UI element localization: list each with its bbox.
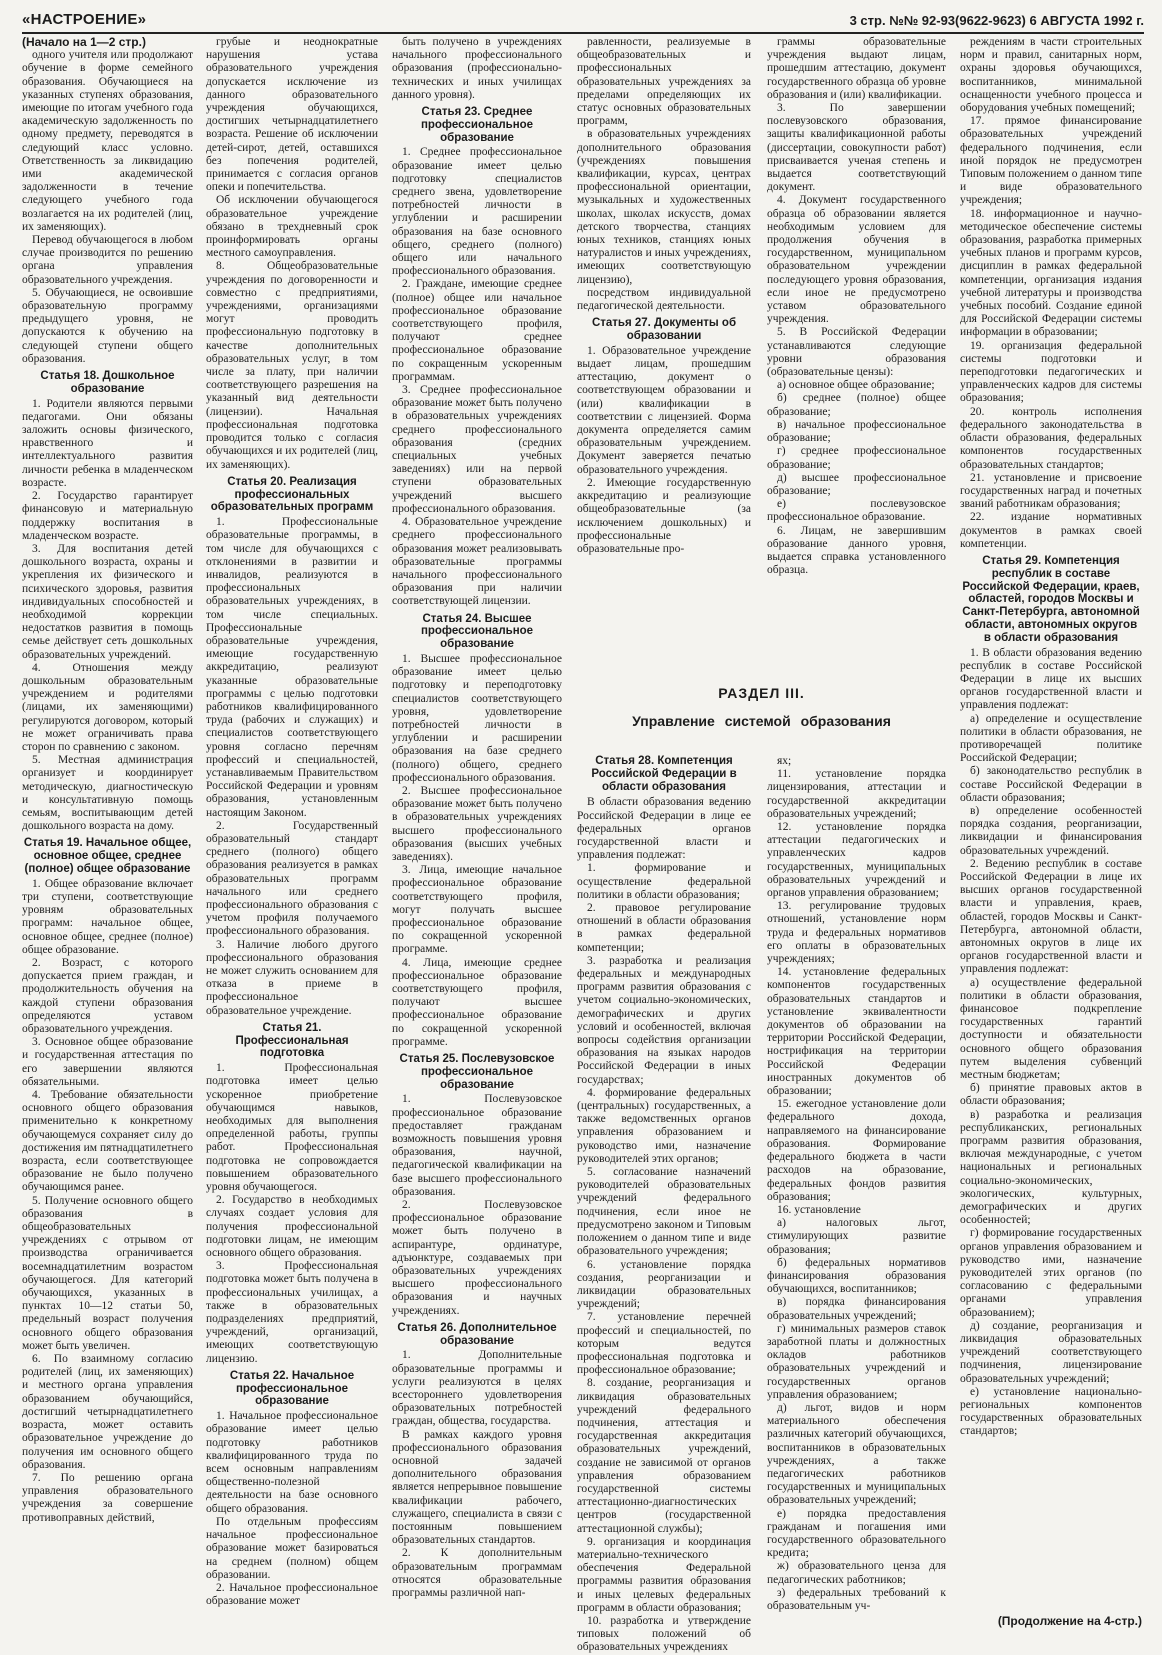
paragraph: быть получено в учреждениях начального профессионального образования (профессионально-технических и иных училищах данного уровня). (392, 36, 562, 101)
paragraph: 2. Государство в необходимых случаях создает условия для получения профессиональной подготовки лицам, не имеющим основного общего образования. (206, 1194, 378, 1260)
paragraph: 19. организация федеральной системы подготовки и переподготовки педагогических и управленческих кадров для системы образования; (960, 339, 1142, 405)
column-4-lower (577, 755, 751, 1654)
paragraph: в) определение особенностей порядка создания, реорганизации, ликвидации и финансирования образовательных учреждений. (960, 804, 1142, 857)
paragraph: 2. Государство гарантирует финансовую и материальную поддержку воспитания в младенческом возрасте. (22, 490, 193, 542)
paragraph: В рамках каждого уровня профессионального образования основной задачей дополнительного образования является непрерывное повышение квалификации рабочего, служащего, специалиста в связи с постоянным повышением образовательных стандартов. (392, 1428, 562, 1547)
paragraph: 1. Общее образование включает три ступени, соответствующие уровням образовательных программ: начальное общее, основное общее, среднее (полное) общее образование. (22, 877, 193, 956)
article-heading: Статья 28. Компетенция Российской Федерации в области образования (591, 755, 737, 793)
column-5-lower (767, 755, 946, 1634)
paragraph: г) среднее профессиональное образование; (767, 445, 946, 471)
paragraph: 12. установление порядка аттестации педагогических и управленческих кадров государственных, муниципальных образовательных учреждений и органов управления образованием; (767, 821, 946, 900)
paragraph: 5. согласование назначений руководителей образовательных учреждений федерального подчинения, если иное не предусмотрено законом и Типовым положением о данном типе и виде образовательного учреждения; (577, 1166, 751, 1258)
paragraph: б) федеральных нормативов финансирования образования обучающихся, воспитанников; (767, 1256, 946, 1296)
column-5-text (767, 36, 946, 668)
paragraph: 4. Требование обязательности основного общего образования применительно к конкретному обучающемуся сохраняет силу до достижения им пятнадцатилетнего возраста, если соответствующее образование не было получено обучающимся ранее. (22, 1089, 193, 1194)
paragraph: д) льгот, видов и норм материального обеспечения различных категорий обучающихся, воспитанников в образовательных учреждениях, а также педагогических работников государственных и муниципальных образовательных учреждений; (767, 1401, 946, 1507)
paragraph: 6. установление порядка создания, реорганизации и ликвидации образовательных учреждений; (577, 1258, 751, 1311)
paragraph: 9. организация и координация материально-технического обеспечения Федеральной программы развития образования и иных целевых федеральных программ в области образования; (577, 1535, 751, 1614)
section-title: РАЗДЕЛ III. (718, 685, 805, 701)
paragraph: 15. ежегодное установление доли федерального дохода, направляемого на финансирование образования. Формирование федерального бюджета в части расходов на образование, федеральных фондов развития образования; (767, 1098, 946, 1203)
paragraph: 5. Обучающиеся, не освоившие образовательную программу предыдущего уровня, не допускаются к обучению на следующей ступени общего образования. (22, 286, 193, 365)
continued-from: (Начало на 1—2 стр.) (22, 35, 146, 49)
column-1 (22, 36, 193, 1634)
paragraph: б) законодательство республик в составе Российской Федерации в области образования; (960, 765, 1142, 804)
column-1-text (22, 49, 193, 1525)
paragraph: 7. По решению органа управления образовательного учреждения за совершение противоправных действий, (22, 1471, 193, 1524)
paragraph: 1. Послевузовское профессиональное образование предоставляет гражданам возможность повышения уровня образования, научной, педагогической квалификации на базе высшего профессионального образования. (392, 1093, 562, 1198)
paragraph: 4. Отношения между дошкольным образовательным учреждением и родителями (лицами, их заменяющими) регулируются договором, который не может ограничивать права сторон по сравнению с законом. (22, 661, 193, 753)
article-heading: Статья 22. Начальное профессиональное образование (229, 1369, 355, 1408)
paragraph: в) начальное профессиональное образование; (767, 418, 946, 445)
paragraph: равленности, реализуемые в общеобразовательных и профессиональных образовательных учреждениях за пределами определяющих их статус основных образовательных программ, (577, 36, 751, 128)
paragraph: 3. По завершении послевузовского образования, защиты квалификационной работы (диссертации, совокупности работ) присваивается ученая степень и выдается соответствующий документ. (767, 102, 946, 194)
paragraph: 3. Наличие любого другого профессионального образования не может служить основанием для отказа в приеме в профессиональное образовательное учреждение. (206, 938, 378, 1017)
paragraph: Перевод обучающегося в любом случае производится по решению органа управления образовательного учреждения. (22, 234, 193, 286)
column-6 (960, 36, 1142, 1634)
masthead (22, 6, 1144, 34)
paragraph: 2. Государственный образовательный стандарт среднего (полного) общего образования реализуется в рамках образовательных программ начального или среднего профессионального образования с учетом профиля получаемого профессионального образования. (206, 819, 378, 938)
paragraph: граммы образовательные учреждения выдают лицам, прошедшим аттестацию, документ государственного образца об уровне образования и (или) квалификации. (767, 36, 946, 101)
paragraph: в) порядка финансирования образовательных учреждений; (767, 1296, 946, 1322)
paragraph: одного учителя или продолжают обучение в форме семейного образования. Обучающиеся на указанных ступенях образования, имеющие по итогам учебного года академическую задолженность по одному предмету, переводятся в следующий класс условно. Ответственность за ликвидацию ими академической задолженности в течение следующего учебного года возлагается на их родителей (лиц, их заменяющих). (22, 49, 193, 233)
paragraph: 1. Высшее профессиональное образование имеет целью подготовку и переподготовку специалистов соответствующего уровня, удовлетворение потребностей личности в углублении и расширении образования на базе среднего (полного) общего, среднего профессионального образования. (392, 652, 562, 784)
article-heading: Статья 18. Дошкольное образование (40, 370, 175, 395)
paragraph: 3. Профессиональная подготовка может быть получена в профессиональных училищах, а также в образовательных подразделениях предприятий, учреждений, организаций, имеющих соответствующую лицензию. (206, 1260, 378, 1365)
paragraph: 17. прямое финансирование образовательных учреждений федерального подчинения, если иной порядок не предусмотрен Типовым положением о данном типе и виде образовательного учреждения; (960, 115, 1142, 207)
paragraph: 1. Родители являются первыми педагогами. Они обязаны заложить основы физического, нравственного и интеллектуального развития личности ребенка в младенческом возрасте. (22, 397, 193, 489)
paragraph: 1. формирование и осуществление федеральной политики в области образования; (577, 862, 751, 901)
paragraph: 2. Граждане, имеющие среднее (полное) общее или начальное профессиональное образование соответствующего профиля, получают среднее профессиональное образование по сокращенным ускоренным программам. (392, 278, 562, 383)
paragraph: 11. установление порядка лицензирования, аттестации и государственной аккредитации образовательных учреждений; (767, 768, 946, 820)
paragraph: 10. разработка и утверждение типовых положений об образовательных учреждениях (577, 1614, 751, 1654)
column-4-text (577, 36, 751, 668)
paragraph: а) основное общее образование; (777, 379, 935, 392)
article-heading: Статья 29. Компетенция республик в составе Российской Федерации, краев, областей, городов Москвы и Санкт-Петербурга, автономной области, автономных округов в области образования (962, 554, 1140, 644)
paragraph: 2. Имеющие государственную аккредитацию и реализующие общеобразовательные (за исключением дошкольных) и профессиональные образовательные про- (577, 476, 751, 555)
paragraph: а) осуществление федеральной политики в области образования, финансовое подкрепление государственных гарантий доступности и обязательности основного общего образования путем выделения субвенций местным бюджетам; (960, 976, 1142, 1081)
paragraph: 5. Местная администрация организует и координирует методическую, диагностическую и консультативную помощь семьям, воспитывающим детей дошкольного возраста на дому. (22, 754, 193, 833)
paragraph: д) создание, реорганизация и ликвидация образовательных учреждений соответствующего подчинения, лицензирование образовательных учреждений; (960, 1319, 1142, 1385)
paragraph: б) среднее (полное) общее образование; (767, 392, 946, 418)
paragraph: 2. правовое регулирование отношений в области образования в рамках федеральной компетенции; (577, 902, 751, 954)
paragraph: 21. установление и присвоение государственных наград и почетных званий работникам образования; (960, 471, 1142, 511)
paragraph: а) определение и осуществление политики в области образования, не противоречащей политике Российской Федерации; (960, 712, 1142, 765)
paragraph: 8. создание, реорганизация и ликвидация образовательных учреждений федерального подчинения, аттестация и государственная аккредитация образовательных учреждений, создание не зависимой от органов управления образованием государственной системы аттестационно-диагностических центров (государственной аттестационной службы); (577, 1377, 751, 1535)
continued-to: (Продолжение на 4-стр.) (997, 1614, 1142, 1628)
paragraph: 2. Возраст, с которого допускается прием граждан, и продолжительность обучения на каждой ступени образования определяются уставом образовательного учреждения. (22, 956, 193, 1035)
paragraph: 4. Образовательное учреждение среднего профессионального образования может реализовывать образовательные программы начального профессионального образования при наличии соответствующей лицензии. (392, 516, 562, 608)
paragraph: 3. разработка и реализация федеральных и международных программ развития образования с учетом социально-экономических, демографических и других условий и особенностей, включая вопросы содействия организации образования на языках народов Российской Федерации в иных государствах; (577, 954, 751, 1086)
column-6-text (960, 36, 1142, 1602)
paragraph: з) федеральных требований к образовательным уч- (767, 1586, 946, 1612)
paragraph: в образовательных учреждениях дополнительного образования (учреждениях повышения квалификации, курсах, центрах профессиональной ориентации, музыкальных и художественных школах, школах искусств, домах детского творчества, станциях юных техников, станциях юных натуралистов и иных учреждениях, имеющих соответствующую лицензию), (577, 128, 751, 286)
article-heading: Статья 21. Профессиональная подготовка (235, 1021, 349, 1060)
section-subtitle: Управление системой образования (632, 713, 891, 729)
paragraph: 4. Лица, имеющие среднее профессиональное образование соответствующего профиля, получают высшее профессиональное образование по сокращенной ускоренной программе. (392, 956, 562, 1048)
paragraph: грубые и неоднократные нарушения устава образовательного учреждения допускается исключение из данного образовательного учреждения обучающихся, достигших четырнадцатилетнего возраста. Решение об исключении детей-сирот, детей, оставшихся без попечения родителей, принимается с согласия органов опеки и попечительства. (206, 36, 378, 194)
paragraph: е) порядка предоставления гражданам и погашения ими государственного образовательного кредита; (767, 1507, 946, 1560)
paragraph: посредством индивидуальной педагогической деятельности. (577, 286, 751, 313)
paragraph: 3. Лица, имеющие начальное профессиональное образование соответствующего профиля, могут получать высшее профессиональное образование по сокращенной ускоренной программе. (392, 864, 562, 956)
paragraph: 1. Среднее профессиональное образование имеет целью подготовку специалистов среднего звена, удовлетворение потребностей личности в углублении и расширении образования на базе основного общего, среднего (полного) общего или начального профессионального образования. (392, 146, 562, 278)
article-heading: Статья 23. Среднее профессиональное образование (420, 106, 534, 144)
article-heading: Статья 27. Документы об образовании (591, 317, 737, 343)
paragraph: 22. издание нормативных документов в рамках своей компетенции. (960, 511, 1142, 550)
paragraph: ях; (777, 755, 792, 767)
paragraph: 8. Общеобразовательные учреждения по договоренности и совместно с предприятиями, учреждениями, организациями могут проводить профессиональную подготовку в качестве дополнительных образовательных услуг, в том числе за плату, при наличии соответствующего разрешения на указанный вид деятельности (лицензии). Начальная профессиональная подготовка проводится только с согласия обучающихся и их родителей (лиц, их заменяющих). (206, 260, 378, 471)
paragraph: По отдельным профессиям начальное профессиональное образование может базироваться на среднем (полном) общем образовании. (206, 1515, 378, 1581)
paragraph: б) принятие правовых актов в области образования; (960, 1082, 1142, 1108)
paragraph: а) налоговых льгот, стимулирующих развитие образования; (767, 1217, 946, 1256)
paragraph: 4. Документ государственного образца об образовании является необходимым условием для продолжения обучения в государственном, муниципальном образовательном учреждении последующего уровня образования, если иное не предусмотрено уставом образовательного учреждения. (767, 194, 946, 326)
column-2-text (206, 36, 378, 1608)
paragraph: 18. информационное и научно-методическое обеспечение системы образования, разработка примерных учебных планов и программ курсов, дисциплин в рамках федеральной компетенции, организация издания учебной литературы и производства учебных пособий. Создание единой для Российской Федерации системы информации в образовании; (960, 207, 1142, 339)
column-3-text (392, 36, 562, 1600)
newspaper-name: «НАСТРОЕНИЕ» (22, 11, 147, 28)
paragraph: 2. Начальное профессиональное образование может (206, 1581, 378, 1608)
paragraph: 3. Основное общее образование и государственная аттестация по его завершении являются обязательными. (22, 1036, 193, 1088)
article-heading: Статья 20. Реализация профессиональных образовательных программ (210, 475, 374, 514)
paragraph: д) высшее профессиональное образование; (767, 471, 946, 497)
paragraph: реждениям в части строительных норм и правил, санитарных норм, охраны здоровья обучающихся, воспитанников, минимальной оснащенности учебного процесса и оборудования учебных помещений; (960, 36, 1142, 115)
paragraph: В области образования ведению Российской Федерации в лице ее федеральных органов государственной власти и управления подлежат: (577, 796, 751, 862)
paragraph: 2. Высшее профессиональное образование может быть получено в образовательных учреждениях высшего профессионального образования (высших учебных заведениях). (392, 784, 562, 863)
paragraph: 1. Образовательное учреждение выдает лицам, прошедшим аттестацию, документ о соответствующем образовании и (или) квалификации в соответствии с лицензией. Форма документа определяется самим образовательным учреждением. Документ заверяется печатью образовательного учреждения. (577, 344, 751, 476)
paragraph: 6. По взаимному согласию родителей (лиц, их заменяющих) и местного органа управления образованием обучающийся, достигший четырнадцатилетнего возраста, может оставить образовательное учреждение до получения им основного общего образования. (22, 1353, 193, 1471)
paragraph: 13. регулирование трудовых отношений, установление норм труда и федеральных нормативов его оплаты в образовательных учреждениях; (767, 900, 946, 966)
paragraph: 1. Дополнительные образовательные программы и услуги реализуются в целях всестороннего удовлетворения образовательных потребностей граждан, общества, государства. (392, 1349, 562, 1428)
issue-info: 3 стр. №№ 92-93(9622-9623) 6 АВГУСТА 1992 г. (849, 13, 1144, 28)
paragraph: 20. контроль исполнения федерального законодательства в области образования, федеральных компонентов государственных образовательных стандартов; (960, 405, 1142, 471)
paragraph: 5. Получение основного общего образования в общеобразовательных учреждениях с отрывом от производства ограничивается восемнадцатилетним возрастом обучающегося. Для категорий обучающихся, указанных в пунктах 10—12 статьи 50, предельный возраст получения основного общего образования может быть увеличен. (22, 1194, 193, 1352)
paragraph: 2. К дополнительным образовательным программам относятся образовательные программы различной нап- (392, 1547, 562, 1600)
paragraph: Об исключении обучающегося образовательное учреждение обязано в трехдневный срок проинформировать органы местного самоуправления. (206, 194, 378, 260)
paragraph: 3. Для воспитания детей дошкольного возраста, охраны и укрепления их физического и психического здоровья, развития индивидуальных способностей и необходимой коррекции недостатков развития в помощь семье действует сеть дошкольных образовательных учреждений. (22, 542, 193, 661)
paragraph: 1. Профессиональные образовательные программы, в том числе для обучающихся с отклонениями в развитии и инвалидов, реализуются в профессиональных образовательных учреждениях, в том числе специальных. Профессиональные образовательные учреждения, имеющие государственную аккредитацию, реализуют указанные образовательные программы с целью подготовки работников квалифицированного труда (рабочих и служащих) и специалистов соответствующего уровня согласно перечням профессий и специальностей, устанавливаемым Правительством Российской Федерации и уровням образования, установленным настоящим Законом. (206, 516, 378, 819)
paragraph: в) разработка и реализация республиканских, региональных программ развития образования, включая международные, с учетом национальных и региональных социально-экономических, экологических, культурных, демографических и других особенностей; (960, 1108, 1142, 1227)
section-header (577, 685, 946, 741)
article-heading: Статья 25. Послевузовское профессиональное образование (399, 1053, 555, 1091)
paragraph: г) формирование государственных органов управления образованием и руководство ими, назначение руководителей этих органов (по согласованию с федеральными органами управления образованием); (960, 1227, 1142, 1319)
paragraph: 2. Послевузовское профессиональное образование может быть получено в аспирантуре, ординатуре, адъюнктуре, создаваемых при образовательных учреждениях высшего профессионального образования и научных учреждениях. (392, 1199, 562, 1317)
paragraph: 1. Профессиональная подготовка имеет целью ускоренное приобретение обучающимся навыков, необходимых для выполнения определенной работы, группы работ. Профессиональная подготовка не сопровождается повышением образовательного уровня обучающегося. (206, 1062, 378, 1194)
paragraph: ж) образовательного ценза для педагогических работников; (767, 1560, 946, 1586)
paragraph: 1. В области образования ведению республик в составе Российской Федерации в лице их высших органов государственной власти и управления подлежат: (960, 646, 1142, 712)
paragraph: 3. Среднее профессиональное образование может быть получено в образовательных учреждениях среднего профессионального образования (средних специальных учебных заведениях) или на первой ступени образовательных учреждений высшего профессионального образования. (392, 384, 562, 515)
paragraph: 7. установление перечней профессий и специальностей, по которым ведутся профессиональная подготовка и профессиональное образование; (577, 1311, 751, 1377)
paragraph: 14. установление федеральных компонентов государственных образовательных стандартов и установление эквивалентности документов об образовании на территории Российской Федерации, нострификация на территории Российской Федерации иностранных документов об образовании; (767, 966, 946, 1098)
paragraph: 6. Лицам, не завершившим образование данного уровня, выдается справка установленного образца. (767, 524, 946, 577)
paragraph: е) послевузовское профессиональное образование. (767, 498, 946, 524)
article-heading: Статья 24. Высшее профессиональное образование (420, 612, 534, 651)
article-heading: Статья 19. Начальное общее, основное общее, среднее (полное) общее образование (23, 837, 192, 875)
paragraph: 1. Начальное профессиональное образование имеет целью подготовку работников квалифицированного труда по всем основным направлениям общественно-полезной деятельности на базе основного общего образования. (206, 1410, 378, 1515)
paragraph: 16. установление (777, 1203, 861, 1216)
paragraph: 5. В Российской Федерации устанавливаются следующие уровни образования (образовательные цензы): (767, 326, 946, 379)
column-2 (206, 36, 378, 1634)
paragraph: е) установление национально-региональных компонентов государственных образовательных стандартов; (960, 1385, 1142, 1438)
column-3 (392, 36, 562, 1634)
article-heading: Статья 26. Дополнительное образование (397, 1321, 557, 1347)
paragraph: 2. Ведению республик в составе Российской Федерации в лице их высших органов государственной власти и управления, краев, областей, городов Москвы и Санкт-Петербурга, автономной области, автономных округов в лице их органов государственной власти и управления подлежат: (960, 857, 1142, 976)
paragraph: 4. формирование федеральных (центральных) государственных, а также ведомственных органов управления образованием и руководство ими, назначение руководителей этих органов; (577, 1086, 751, 1165)
paragraph: г) минимальных размеров ставок заработной платы и должностных окладов работников образовательных учреждений и государственных органов управления образованием; (767, 1322, 946, 1401)
